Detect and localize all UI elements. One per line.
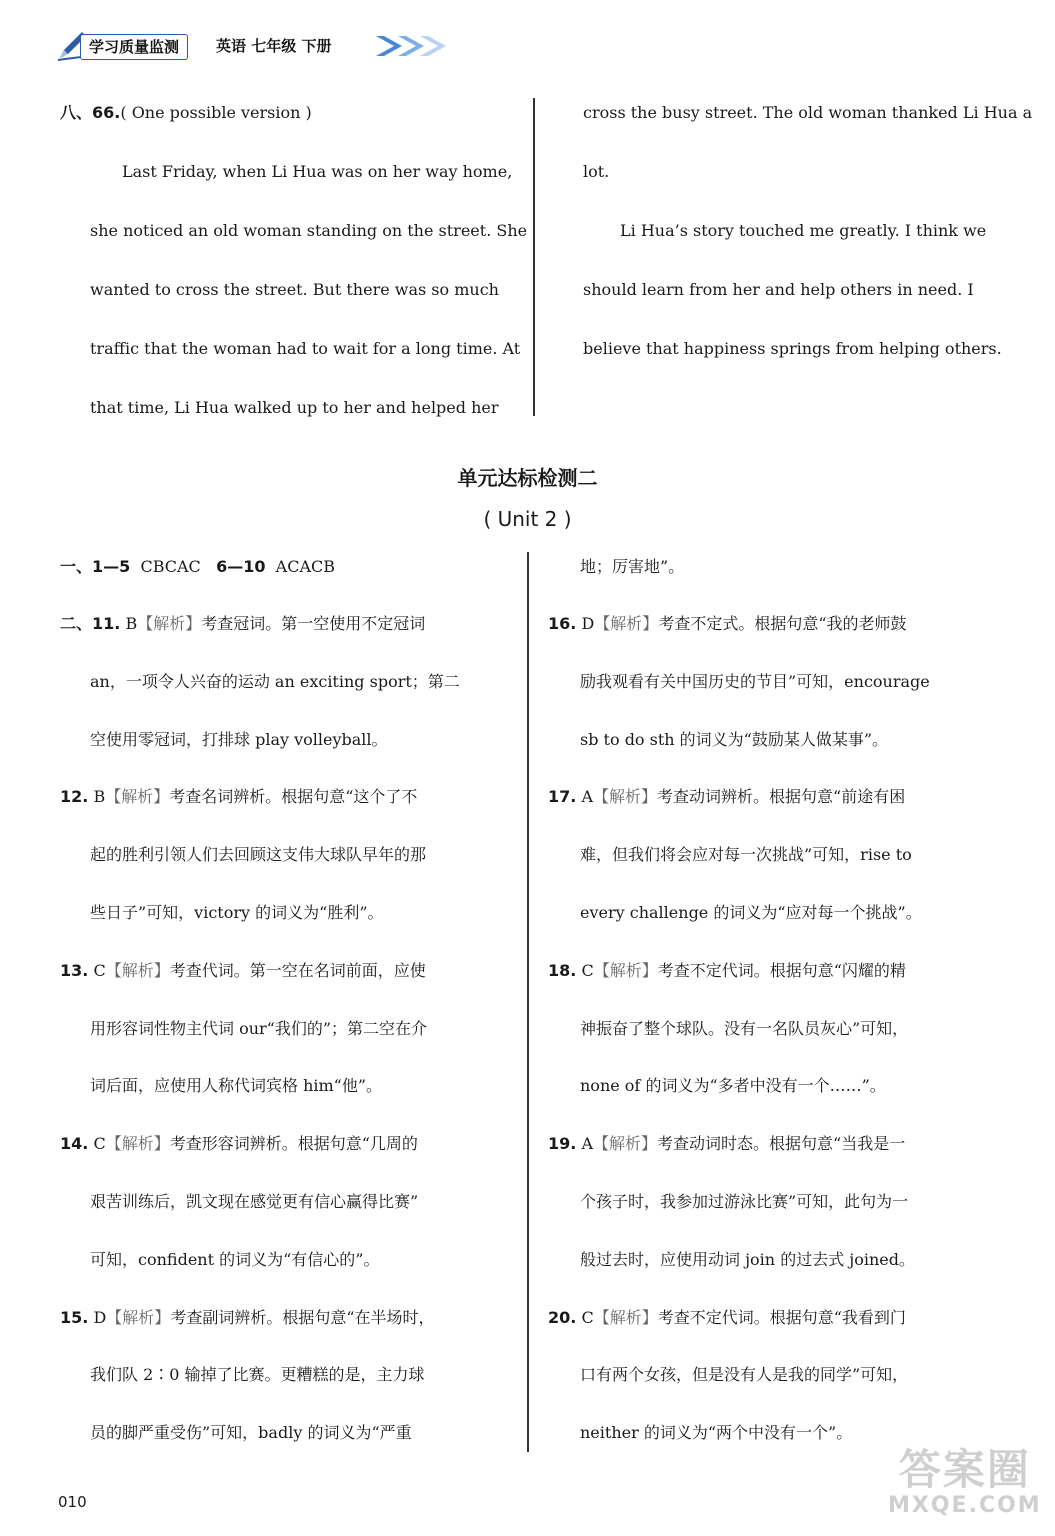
bracket: 】 xyxy=(641,961,658,980)
answer-text: 考查形容词辨析。根据句意“几周的 xyxy=(169,1134,418,1153)
question-number: 14. xyxy=(60,1134,89,1153)
bracket: 【 xyxy=(593,961,610,980)
answer-text: 我们队 2∶0 输掉了比赛。更糟糕的是，主力球 xyxy=(90,1365,425,1384)
analysis-tag: 解析 xyxy=(121,961,154,980)
part2-label: 二、 xyxy=(60,614,93,633)
answer-text: 个孩子时，我参加过游泳比赛”可知，此句为一 xyxy=(580,1192,909,1211)
answer-item-13 xyxy=(60,956,426,986)
bracket: 【 xyxy=(594,614,611,633)
answer-continuation xyxy=(580,552,684,582)
essay-line xyxy=(90,275,499,305)
bracket: 】 xyxy=(641,1134,658,1153)
question-number: 12. xyxy=(60,787,89,806)
answer-text: 艰苦训练后，凯文现在感觉更有信心赢得比赛” xyxy=(90,1192,419,1211)
analysis-tag: 解析 xyxy=(609,787,642,806)
answer-line xyxy=(90,1071,382,1101)
answer-line xyxy=(580,1014,908,1044)
answer-text: 考查不定代词。根据句意“闪耀的精 xyxy=(657,961,906,980)
answer-line xyxy=(580,667,930,697)
answer-line xyxy=(90,898,384,928)
section8-heading: 八、66.( One possible version ) xyxy=(60,103,312,122)
answer-text: every challenge 的词义为“应对每一个挑战”。 xyxy=(580,903,922,922)
essay-text: should learn from her and help others in need. I xyxy=(583,280,974,299)
bracket: 】 xyxy=(642,614,659,633)
bracket: 【 xyxy=(593,787,610,806)
analysis-tag: 解析 xyxy=(122,1308,155,1327)
answer-text: 考查不定代词。根据句意“我看到门 xyxy=(657,1308,906,1327)
answer-letter: C xyxy=(581,1308,594,1327)
answer-text: 地；厉害地”。 xyxy=(580,557,685,576)
answer-text: 些日子”可知，victory 的词义为“胜利”。 xyxy=(90,903,384,922)
bracket: 】 xyxy=(154,1308,171,1327)
question-number: 11. xyxy=(92,614,121,633)
answer-text: neither 的词义为“两个中没有一个”。 xyxy=(580,1423,853,1442)
answer-line xyxy=(90,725,388,755)
answer-item-20 xyxy=(548,1303,906,1333)
bracket: 【 xyxy=(137,614,154,633)
answer-text: 般过去时，应使用动词 join 的过去式 joined。 xyxy=(580,1250,916,1269)
bracket: 【 xyxy=(105,1134,122,1153)
answer-item-19 xyxy=(548,1129,905,1159)
essay-line xyxy=(583,98,1032,128)
bracket: 【 xyxy=(105,961,122,980)
essay-text: believe that happiness springs from helping others. xyxy=(583,339,1002,358)
essay-line xyxy=(583,275,974,305)
answer-item-15 xyxy=(60,1303,435,1333)
answer-item-12 xyxy=(60,782,417,812)
part1-answers: 一、1—5 CBCAC 6—10 ACACB xyxy=(60,557,335,576)
answer-text: 考查冠词。第一空使用不定冠词 xyxy=(201,614,426,633)
essay-line xyxy=(90,393,499,423)
answer-text: 考查名词辨析。根据句意“这个了不 xyxy=(169,787,418,806)
answer-line xyxy=(580,1245,915,1275)
answer-item-16 xyxy=(548,609,907,639)
analysis-tag: 解析 xyxy=(153,614,186,633)
bracket: 】 xyxy=(153,961,170,980)
answer-line xyxy=(90,1187,418,1217)
bracket: 【 xyxy=(105,787,122,806)
bracket: 【 xyxy=(593,1308,610,1327)
answer-line xyxy=(580,1418,852,1448)
answer-text: 考查动词时态。根据句意“当我是一 xyxy=(657,1134,906,1153)
bracket: 】 xyxy=(153,1134,170,1153)
answer-text: 难，但我们将会应对每一次挑战”可知，rise to xyxy=(580,845,912,864)
analysis-tag: 解析 xyxy=(609,961,642,980)
analysis-tag: 解析 xyxy=(609,1308,642,1327)
answer-letter: B xyxy=(93,787,106,806)
answer-text: 可知，confident 的词义为“有信心的”。 xyxy=(90,1250,380,1269)
essay-text: traffic that the woman had to wait for a long time. At xyxy=(90,339,521,358)
question-number: 18. xyxy=(548,961,577,980)
question-number: 16. xyxy=(548,614,577,633)
answer-text: 员的脚严重受伤”可知，badly 的词义为“严重 xyxy=(90,1423,412,1442)
question-number: 19. xyxy=(548,1134,577,1153)
bracket: 】 xyxy=(185,614,202,633)
bracket: 】 xyxy=(153,787,170,806)
series-title: 学习质量监测 xyxy=(80,34,188,60)
analysis-tag: 解析 xyxy=(609,1134,642,1153)
bracket: 【 xyxy=(106,1308,123,1327)
question-number: 15. xyxy=(60,1308,89,1327)
running-header xyxy=(56,28,456,62)
answer-line xyxy=(90,667,460,697)
answer-text: 词后面，应使用人称代词宾格 him“他”。 xyxy=(90,1076,383,1095)
answer-text: 起的胜利引领人们去回顾这支伟大球队早年的那 xyxy=(90,845,427,864)
chevrons-icon xyxy=(376,32,506,60)
essay-text: lot. xyxy=(583,162,610,181)
analysis-tag: 解析 xyxy=(610,614,643,633)
answer-line xyxy=(90,1245,379,1275)
answer-line xyxy=(90,1014,427,1044)
answer-item-18 xyxy=(548,956,906,986)
answer-text: none of 的词义为“多者中没有一个……”。 xyxy=(580,1076,886,1095)
answer-line xyxy=(580,840,912,870)
answer-item-14 xyxy=(60,1129,418,1159)
analysis-tag: 解析 xyxy=(121,1134,154,1153)
essay-line xyxy=(583,157,609,187)
answer-text: 考查不定式。根据句意“我的老师鼓 xyxy=(658,614,907,633)
answer-text: 口有两个女孩，但是没有人是我的同学”可知， xyxy=(580,1365,909,1384)
bracket: 】 xyxy=(641,787,658,806)
essay-line xyxy=(620,216,986,246)
essay-line xyxy=(90,216,527,246)
column-divider-2 xyxy=(527,552,529,1452)
answer-text: 空使用零冠词，打排球 play volleyball。 xyxy=(90,730,388,749)
unit-title: 单元达标检测二 xyxy=(457,466,598,490)
unit-subtitle: ( Unit 2 ) xyxy=(483,507,572,531)
essay-line xyxy=(90,334,520,364)
answer-text: 考查代词。第一空在名词前面，应使 xyxy=(169,961,426,980)
essay-text: Last Friday, when Li Hua was on her way home, xyxy=(122,162,513,181)
essay-line xyxy=(122,157,512,187)
answer-item-11 xyxy=(60,609,425,639)
answer-line xyxy=(580,725,888,755)
answer-letter: C xyxy=(93,1134,106,1153)
essay-text: that time, Li Hua walked up to her and helped her xyxy=(90,398,499,417)
answer-text: 励我观看有关中国历史的节目”可知，encourage xyxy=(580,672,930,691)
answer-letter: C xyxy=(581,961,594,980)
answer-text: sb to do sth 的词义为“鼓励某人做某事”。 xyxy=(580,730,889,749)
answer-item-17 xyxy=(548,782,905,812)
answer-line xyxy=(580,1187,908,1217)
answer-letter: A xyxy=(581,1134,593,1153)
essay-text: cross the busy street. The old woman thanked Li Hua a xyxy=(583,103,1033,122)
column-divider xyxy=(533,98,535,416)
subject-grade: 英语 七年级 下册 xyxy=(216,37,332,55)
answer-line xyxy=(580,1071,886,1101)
page-number: 010 xyxy=(58,1493,87,1511)
answer-line xyxy=(580,898,922,928)
answer-letter: B xyxy=(125,614,138,633)
watermark-logo: 答案圈 MXQE.COM xyxy=(888,1445,1042,1518)
answer-letter: A xyxy=(581,787,593,806)
answer-letter: C xyxy=(93,961,106,980)
answer-text: 用形容词性物主代词 our“我们的”；第二空在介 xyxy=(90,1019,428,1038)
essay-text: wanted to cross the street. But there was so much xyxy=(90,280,499,299)
answer-line xyxy=(90,840,426,870)
answer-text: 神振奋了整个球队。没有一名队员灰心”可知， xyxy=(580,1019,909,1038)
question-number: 17. xyxy=(548,787,577,806)
essay-text: she noticed an old woman standing on the street. She xyxy=(90,221,528,240)
answer-letter: D xyxy=(93,1308,107,1327)
essay-text: Li Hua’s story touched me greatly. I think we xyxy=(620,221,987,240)
bracket: 【 xyxy=(593,1134,610,1153)
answer-text: 考查副词辨析。根据句意“在半场时， xyxy=(170,1308,435,1327)
answer-text: an，一项令人兴奋的运动 an exciting sport；第二 xyxy=(90,672,460,691)
answer-line xyxy=(90,1360,425,1390)
answer-line xyxy=(580,1360,908,1390)
answer-line xyxy=(90,1418,412,1448)
answer-text: 考查动词辨析。根据句意“前途有困 xyxy=(657,787,906,806)
question-number: 20. xyxy=(548,1308,577,1327)
question-number: 13. xyxy=(60,961,89,980)
analysis-tag: 解析 xyxy=(121,787,154,806)
bracket: 】 xyxy=(641,1308,658,1327)
essay-line xyxy=(583,334,1002,364)
answer-letter: D xyxy=(581,614,595,633)
